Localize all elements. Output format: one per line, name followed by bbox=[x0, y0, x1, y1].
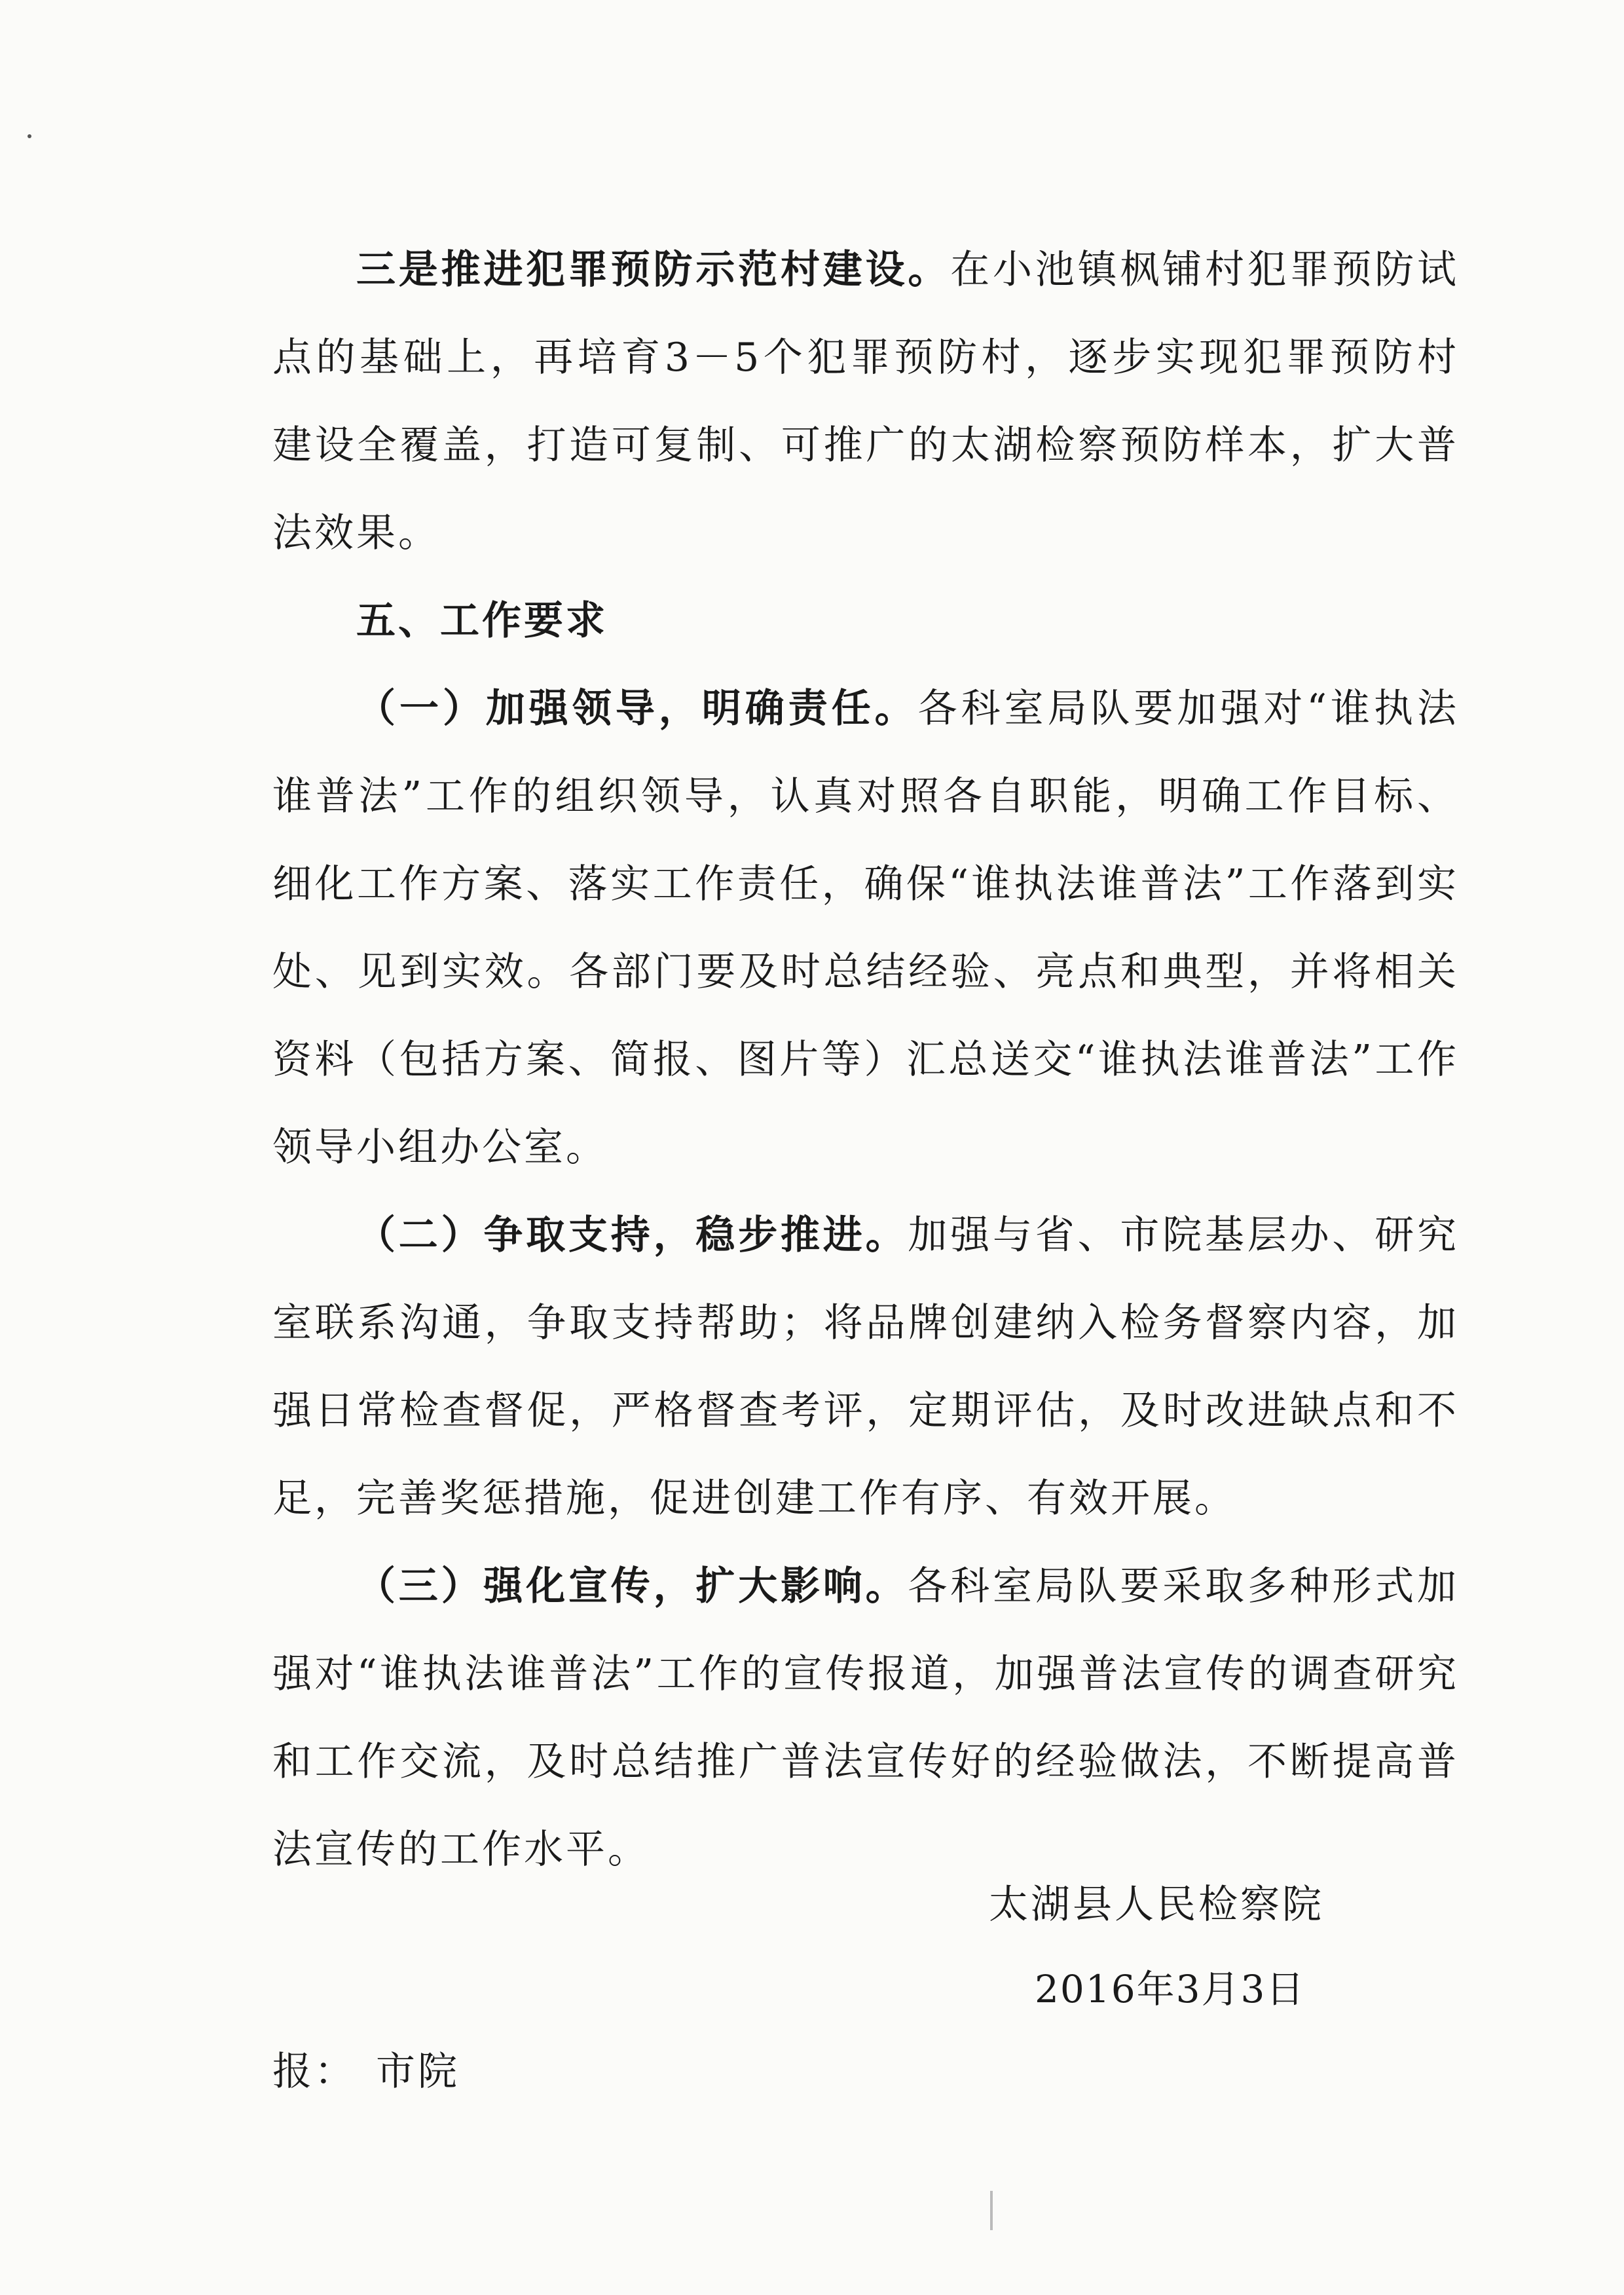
scan-mark bbox=[990, 2191, 993, 2230]
paragraph-requirement-2 bbox=[272, 1191, 1459, 1542]
requirement-3-text: 各科室局队要采取多种形式加强对“谁执法谁普法”工作的宣传报道，加强普法宣传的调查研究和工作交流，及时总结推广普法宣传好的经验做法，不断提高普法宣传的工作水平。 bbox=[272, 1563, 1460, 1873]
signature-date: 2016年3月3日 bbox=[1035, 1967, 1306, 2011]
report-label: 报： bbox=[272, 2049, 356, 2095]
paragraph-requirement-1 bbox=[272, 665, 1459, 1191]
requirement-1-lead: （一）加强领导，明确责任。 bbox=[356, 686, 918, 732]
requirement-2-lead: （二）争取支持，稳步推进。 bbox=[356, 1212, 908, 1258]
paragraph-requirement-3 bbox=[272, 1542, 1459, 1894]
requirement-1-text: 各科室局队要加强对“谁执法谁普法”工作的组织领导，认真对照各自职能，明确工作目标、细化工作方案、落实工作责任，确保“谁执法谁普法”工作落到实处、见到实效。各部门要及时总结经验、亮点和典型，并将相关资料（包括方案、简报、图片等）汇总送交“谁执法谁普法”工作领导小组办公室。 bbox=[272, 686, 1459, 1170]
paragraph-section3 bbox=[272, 226, 1459, 577]
scan-speck bbox=[28, 134, 31, 138]
section3-text: 在小池镇枫铺村犯罪预防试点的基础上，再培育3－5个犯罪预防村，逐步实现犯罪预防村建设全覆盖，打造可复制、可推广的太湖检察预防样本，扩大普法效果。 bbox=[272, 247, 1460, 556]
section-heading: 五、工作要求 bbox=[356, 598, 608, 644]
document-body bbox=[272, 226, 1459, 1894]
signature-organization: 太湖县人民检察院 bbox=[989, 1882, 1324, 1928]
section3-lead: 三是推进犯罪预防示范村建设。 bbox=[356, 247, 951, 293]
requirement-2-text: 加强与省、市院基层办、研究室联系沟通，争取支持帮助；将品牌创建纳入检务督察内容，加强日常检查督促，严格督查考评，定期评估，及时改进缺点和不足，完善奖惩措施，促进创建工作有序、有效开展。 bbox=[272, 1212, 1460, 1521]
report-recipient: 市院 bbox=[376, 2049, 460, 2095]
report-line bbox=[272, 2040, 460, 2097]
requirement-3-lead: （三）强化宣传，扩大影响。 bbox=[356, 1563, 908, 1609]
